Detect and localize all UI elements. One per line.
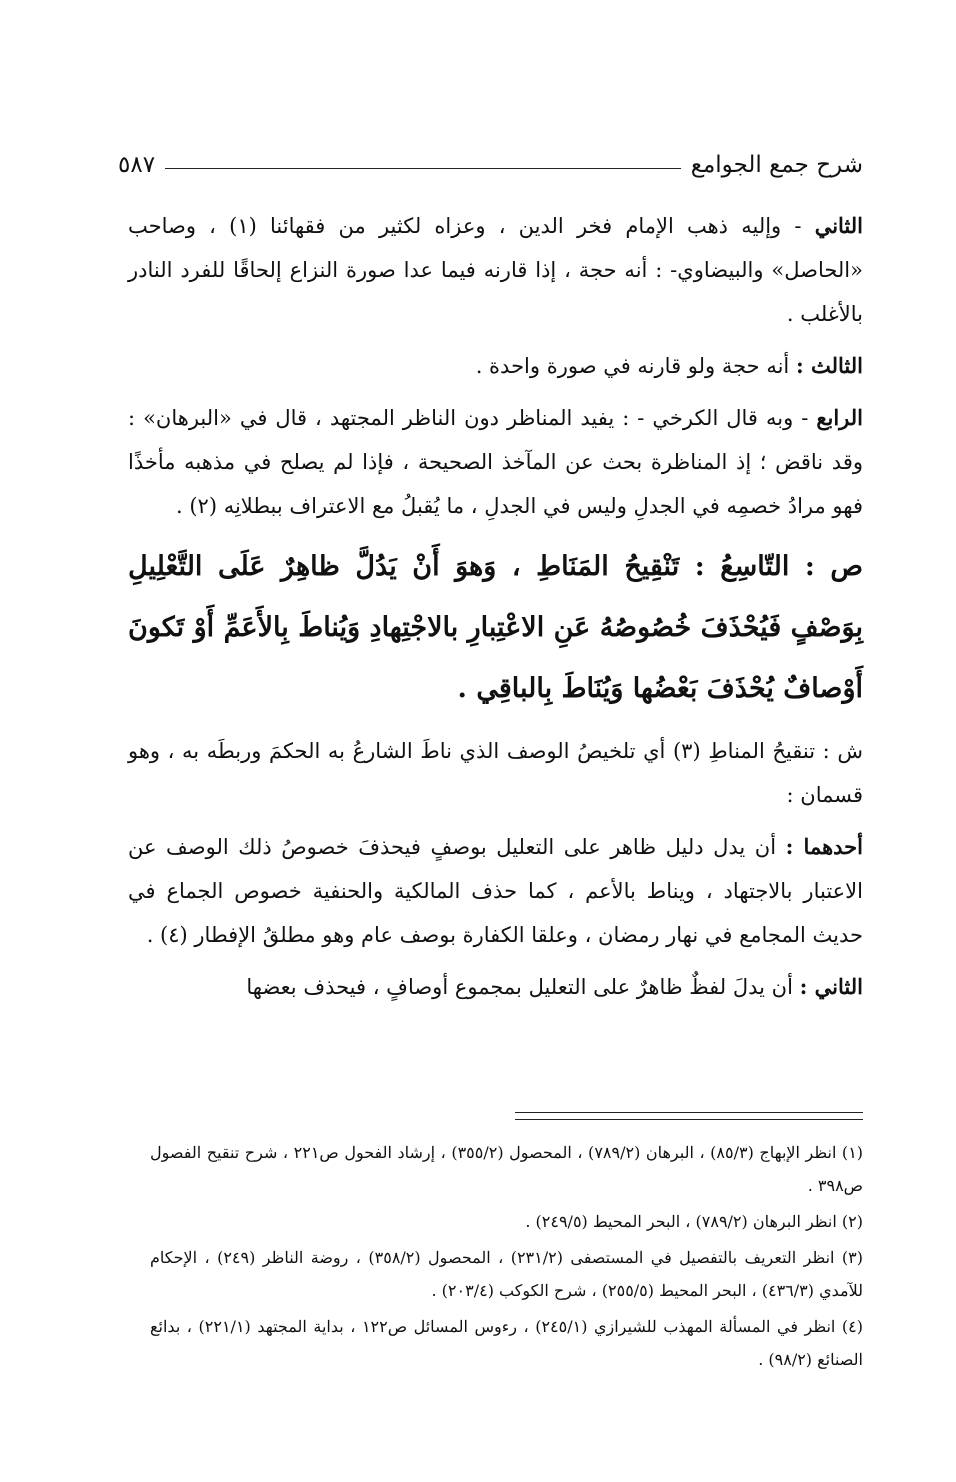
keyword-second-type: الثاني : [799,974,863,999]
keyword-second: الثاني [814,213,864,238]
page-number: ٥٨٧ [118,152,156,178]
footnotes [150,1136,863,1379]
paragraph-fourth-opinion [128,396,863,528]
footnote-3: (٣) انظر التعريف بالتفصيل في المستصفى (٢٣١/٢) ، المحصول (٣٥٨/٢) ، روضة الناظر (٢٤٩) ، الإحكام للآمدي (٤٣٦/٣) ، البحر المحيط (٢٥٥/٥) ، شرح الكوكب (٢٠٣/٤) . [150,1248,864,1300]
footnote-separator-second-line [515,1119,863,1120]
footnote-2: (٢) انظر البرهان (٧٨٩/٢) ، البحر المحيط (٢٤٩/٥) . [525,1212,863,1231]
paragraph-text: أنه حجة ولو قارنه في صورة واحدة . [475,354,796,378]
paragraph-second-type [128,965,863,1009]
paragraph-first-type [128,825,863,957]
paragraph-text: أن يدل دليل ظاهر على التعليل بوصفٍ فيحذفَ خصوصُ ذلك الوصف عن الاعتبار بالاجتهاد ، ويناط بالأعم ، كما حذف المالكية والحنفية خصوص الجماع في حديث المجامع في نهار رمضان ، وعلقا الكفارة بوصف عام وهو مطلقُ الإفطار (٤) . [128,835,863,947]
header-title: شرح جمع الجوامع [690,152,863,178]
footnote-1: (١) انظر الإبهاج (٨٥/٣) ، البرهان (٧٨٩/٢) ، المحصول (٣٥٥/٢) ، إرشاد الفحول ص٢٢١ ، شرح تنقيح الفصول ص٣٩٨ . [150,1143,864,1195]
paragraph-text: - وبه قال الكرخي - : يفيد المناظر دون الناظر المجتهد ، قال في «البرهان» : وقد ناقض ؛ إذ المناظرة بحث عن المآخذ الصحيحة ، فإذا لم يصلح في مذهبه مأخذًا فهو مرادُ خصمِه في الجدلِ وليس في الجدلِ ، ما يُقبلُ مع الاعتراف ببطلانِه (٢) . [128,406,863,518]
running-header [118,148,863,182]
paragraph-text: أن يدلَ لفظٌ ظاهرٌ على التعليل بمجموع أوصافٍ ، فيحذف بعضها [246,975,800,999]
header-rule [165,168,681,169]
footnote-4: (٤) انظر في المسألة المهذب للشيرازي (٢٤٥/١) ، رءوس المسائل ص١٢٢ ، بداية المجتهد (٢٢١/١) ، بدائع الصنائع (٩٨/٢) . [150,1317,863,1369]
keyword-fourth: الرابع [816,405,863,430]
keyword-third: الثالث : [795,353,863,378]
main-text [128,204,863,1017]
keyword-first-type: أحدهما : [785,834,863,859]
matn-text: ص : التّاسِعُ : تَنْقِيحُ المَنَاطِ ، وَهوَ أَنْ يَدُلَّ ظاهِرٌ عَلَى التَّعْلِيلِ بِوَصْفٍ فَيُحْذَفَ خُصُوصُهُ عَنِ الاعْتِبارِ بالاجْتِهادِ وَيُناطَ بِالأَعَمِّ أَوْ تَكونَ أَوْصافٌ يُحْذَفَ بَعْضُها وَيُنَاطَ بِالباقِي . [128,551,863,704]
commentary-intro: ش : تنقيحُ المناطِ (٣) أي تلخيصُ الوصف الذي ناطَ الشارعُ به الحكمَ وربطَه به ، وهو قسمان : [128,739,863,807]
paragraph-third-opinion [128,344,863,388]
footnote-separator [515,1112,863,1113]
paragraph-second-opinion [128,204,863,336]
paragraph-text: - وإليه ذهب الإمام فخر الدين ، وعزاه لكثير من فقهائنا (١) ، وصاحب «الحاصل» والبيضاوي- : أنه حجة ، إذا قارنه فيما عدا صورة النزاع إلحاقًا للفرد النادر بالأغلب . [128,214,863,326]
